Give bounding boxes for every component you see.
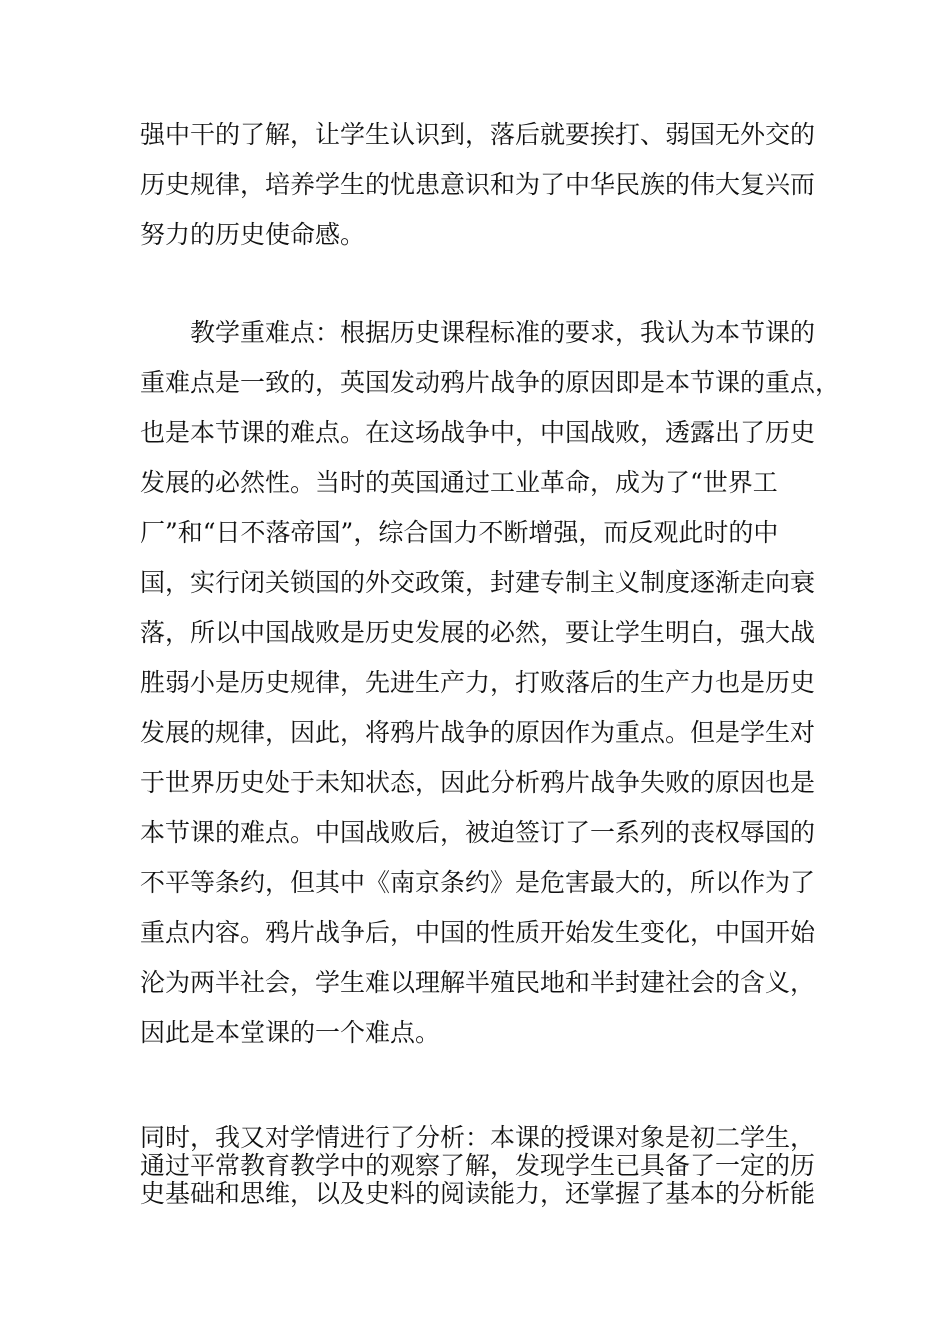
text-line: 史基础和思维，以及史料的阅读能力，还掌握了基本的分析能: [140, 1179, 816, 1208]
text-line: 努力的历史使命感。: [140, 220, 366, 249]
text-line: 国，实行闭关锁国的外交政策，封建专制主义制度逐渐走向衰: [140, 568, 816, 597]
text-line: 历史规律，培养学生的忧患意识和为了中华民族的伟大复兴而: [140, 170, 816, 199]
text-line: 重难点是一致的，英国发动鸦片战争的原因即是本节课的重点，: [140, 368, 841, 397]
text-line: 沦为两半社会，学生难以理解半殖民地和半封建社会的含义，: [140, 968, 816, 997]
text-line: 因此是本堂课的一个难点。: [140, 1018, 441, 1047]
text-line: 教学重难点：根据历史课程标准的要求，我认为本节课的: [190, 318, 816, 347]
text-line: 厂”和“日不落帝国”，综合国力不断增强，而反观此时的中: [140, 518, 779, 547]
text-line: 落，所以中国战败是历史发展的必然，要让学生明白，强大战: [140, 618, 816, 647]
text-line: 于世界历史处于未知状态，因此分析鸦片战争失败的原因也是: [140, 768, 816, 797]
text-line: 通过平常教育教学中的观察了解，发现学生已具备了一定的历: [140, 1151, 816, 1180]
text-line: 同时，我又对学情进行了分析：本课的授课对象是初二学生，: [140, 1123, 816, 1152]
text-line: 也是本节课的难点。在这场战争中，中国战败，透露出了历史: [140, 418, 816, 447]
text-line: 本节课的难点。中国战败后，被迫签订了一系列的丧权辱国的: [140, 818, 816, 847]
text-line: 重点内容。鸦片战争后，中国的性质开始发生变化，中国开始: [140, 918, 816, 947]
text-line: 发展的必然性。当时的英国通过工业革命，成为了“世界工: [140, 468, 778, 497]
text-line: 不平等条约，但其中《南京条约》是危害最大的，所以作为了: [140, 868, 816, 897]
text-line: 胜弱小是历史规律，先进生产力，打败落后的生产力也是历史: [140, 668, 816, 697]
text-line: 发展的规律，因此，将鸦片战争的原因作为重点。但是学生对: [140, 718, 816, 747]
text-line: 强中干的了解，让学生认识到，落后就要挨打、弱国无外交的: [140, 120, 816, 149]
